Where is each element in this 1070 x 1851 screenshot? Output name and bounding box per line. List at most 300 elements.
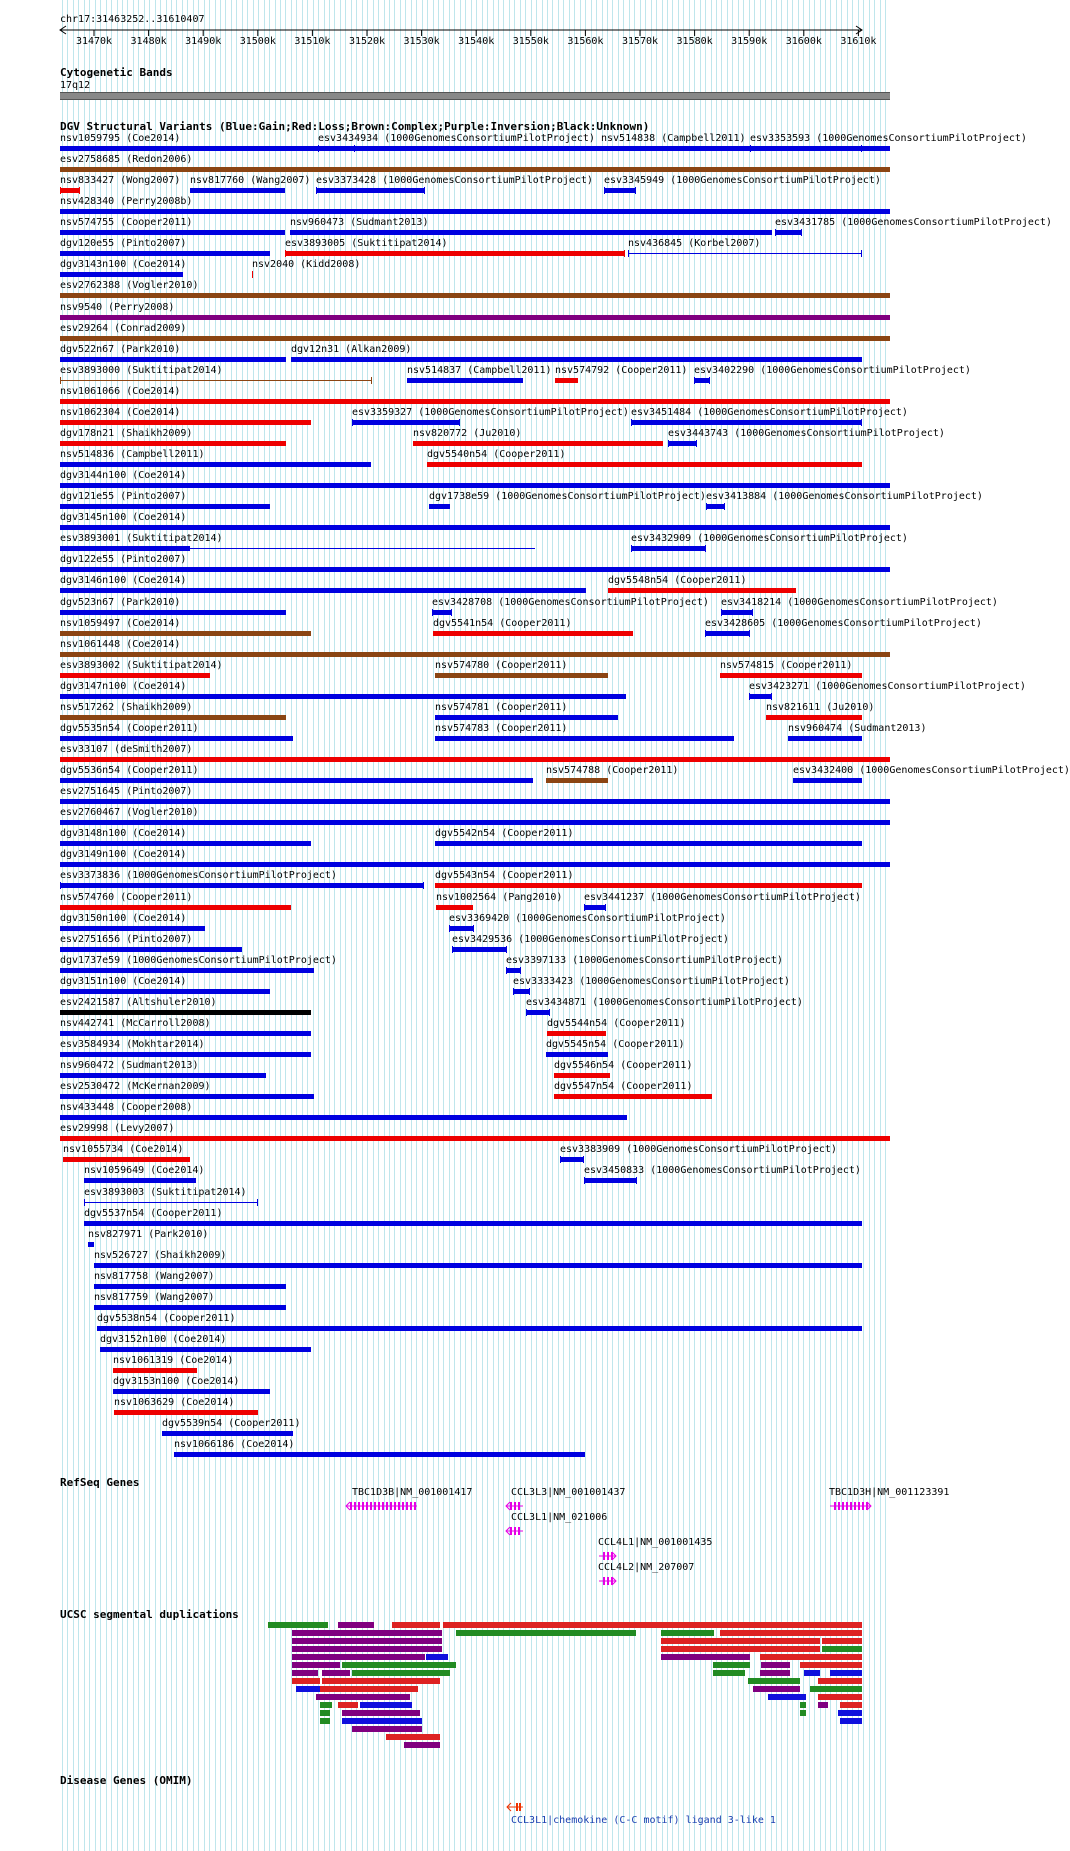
segdup-block[interactable] — [292, 1670, 318, 1676]
sv-feature-label[interactable]: esv3397133 (1000GenomesConsortiumPilotProject) — [506, 955, 783, 966]
sv-feature-label[interactable]: nsv574780 (Cooper2011) — [435, 660, 568, 671]
segdup-block[interactable] — [800, 1662, 862, 1668]
sv-feature-label[interactable]: esv2760467 (Vogler2010) — [60, 807, 199, 818]
sv-feature-label[interactable]: nsv1002564 (Pang2010) — [436, 892, 563, 903]
sv-feature-bar[interactable] — [60, 336, 890, 341]
sv-feature-bar[interactable] — [60, 357, 286, 362]
sv-feature-bar[interactable] — [668, 441, 697, 446]
sv-feature-line[interactable] — [628, 253, 862, 254]
segdup-block[interactable] — [292, 1646, 442, 1652]
sv-feature-label[interactable]: dgv120e55 (Pinto2007) — [60, 238, 187, 249]
sv-feature-label[interactable]: esv33107 (deSmith2007) — [60, 744, 193, 755]
sv-feature-bar[interactable] — [435, 715, 618, 720]
segdup-block[interactable] — [342, 1662, 456, 1668]
sv-feature-bar[interactable] — [749, 694, 772, 699]
sv-feature-bar[interactable] — [449, 926, 474, 931]
sv-feature-label[interactable]: esv3402290 (1000GenomesConsortiumPilotProject) — [694, 365, 971, 376]
sv-feature-label[interactable]: nsv827971 (Park2010) — [88, 1229, 209, 1240]
segdup-block[interactable] — [800, 1702, 806, 1708]
sv-feature-label[interactable]: nsv960472 (Sudmant2013) — [60, 1060, 199, 1071]
sv-feature-label[interactable]: esv3432909 (1000GenomesConsortiumPilotProject) — [631, 533, 908, 544]
sv-feature-bar[interactable] — [60, 1031, 311, 1036]
sv-feature-bar[interactable] — [60, 1010, 311, 1015]
sv-feature-bar[interactable] — [429, 504, 450, 509]
segdup-block[interactable] — [352, 1670, 450, 1676]
sv-feature-bar[interactable] — [513, 989, 530, 994]
sv-feature-bar[interactable] — [427, 462, 862, 467]
sv-feature-bar[interactable] — [60, 652, 890, 657]
sv-feature-label[interactable]: esv3434934 (1000GenomesConsortiumPilotProject) — [318, 133, 595, 144]
segdup-block[interactable] — [661, 1638, 820, 1644]
sv-feature-label[interactable]: esv3443743 (1000GenomesConsortiumPilotProject) — [668, 428, 945, 439]
segdup-block[interactable] — [661, 1654, 750, 1660]
segdup-block[interactable] — [320, 1702, 332, 1708]
sv-feature-label[interactable]: nsv2040 (Kidd2008) — [252, 259, 361, 270]
sv-feature-bar[interactable] — [435, 841, 862, 846]
sv-feature-bar[interactable] — [452, 947, 507, 952]
sv-feature-label[interactable]: esv3434871 (1000GenomesConsortiumPilotProject) — [526, 997, 803, 1008]
sv-feature-bar[interactable] — [721, 610, 753, 615]
sv-feature-label[interactable]: nsv1062304 (Coe2014) — [60, 407, 181, 418]
segdup-block[interactable] — [338, 1702, 358, 1708]
segdup-block[interactable] — [760, 1654, 862, 1660]
sv-feature-label[interactable]: esv2758685 (Redon2006) — [60, 154, 193, 165]
sv-feature-label[interactable]: esv3428708 (1000GenomesConsortiumPilotProject) — [432, 597, 709, 608]
sv-feature-label[interactable]: nsv1063629 (Coe2014) — [114, 1397, 235, 1408]
sv-feature-label[interactable]: nsv574788 (Cooper2011) — [546, 765, 679, 776]
segdup-block[interactable] — [342, 1718, 422, 1724]
sv-feature-label[interactable]: nsv517262 (Shaikh2009) — [60, 702, 193, 713]
sv-feature-label[interactable]: esv2751656 (Pinto2007) — [60, 934, 193, 945]
sv-feature-label[interactable]: esv3428605 (1000GenomesConsortiumPilotProject) — [705, 618, 982, 629]
sv-feature-bar[interactable] — [60, 230, 285, 235]
segdup-block[interactable] — [292, 1654, 425, 1660]
sv-feature-bar[interactable] — [506, 968, 521, 973]
refseq-gene-glyph-icon[interactable] — [505, 1501, 525, 1511]
segdup-block[interactable] — [840, 1702, 862, 1708]
sv-feature-label[interactable]: dgv3152n100 (Coe2014) — [100, 1334, 227, 1345]
sv-feature-bar[interactable] — [554, 1073, 610, 1078]
segdup-block[interactable] — [342, 1710, 420, 1716]
sv-feature-label[interactable]: dgv3150n100 (Coe2014) — [60, 913, 187, 924]
sv-feature-bar[interactable] — [694, 378, 710, 383]
sv-feature-label[interactable]: esv3893001 (Suktitipat2014) — [60, 533, 223, 544]
sv-feature-label[interactable]: dgv178n21 (Shaikh2009) — [60, 428, 193, 439]
sv-feature-bar[interactable] — [60, 588, 586, 593]
segdup-block[interactable] — [386, 1734, 440, 1740]
sv-feature-label[interactable]: dgv5543n54 (Cooper2011) — [435, 870, 574, 881]
sv-feature-bar[interactable] — [60, 420, 311, 425]
sv-feature-bar[interactable] — [750, 146, 862, 151]
sv-feature-bar[interactable] — [788, 736, 862, 741]
sv-feature-bar[interactable] — [60, 883, 424, 888]
segdup-block[interactable] — [322, 1670, 350, 1676]
sv-feature-bar[interactable] — [318, 146, 355, 151]
sv-feature-label[interactable]: dgv1737e59 (1000GenomesConsortiumPilotProject) — [60, 955, 337, 966]
sv-feature-bar[interactable] — [285, 251, 625, 256]
sv-feature-label[interactable]: esv3893000 (Suktitipat2014) — [60, 365, 223, 376]
sv-feature-label[interactable]: dgv121e55 (Pinto2007) — [60, 491, 187, 502]
sv-feature-label[interactable]: nsv1055734 (Coe2014) — [63, 1144, 184, 1155]
sv-feature-bar[interactable] — [435, 736, 734, 741]
sv-feature-bar[interactable] — [60, 567, 890, 572]
sv-feature-bar[interactable] — [174, 1452, 585, 1457]
sv-feature-label[interactable]: dgv3153n100 (Coe2014) — [113, 1376, 240, 1387]
segdup-block[interactable] — [443, 1622, 862, 1628]
sv-feature-label[interactable]: esv3413884 (1000GenomesConsortiumPilotProject) — [706, 491, 983, 502]
segdup-block[interactable] — [322, 1678, 440, 1684]
sv-feature-label[interactable]: nsv960474 (Sudmant2013) — [788, 723, 927, 734]
sv-feature-label[interactable]: nsv1066186 (Coe2014) — [174, 1439, 295, 1450]
refseq-gene-glyph-icon[interactable] — [505, 1526, 525, 1536]
segdup-block[interactable] — [404, 1742, 440, 1748]
sv-feature-bar[interactable] — [60, 209, 890, 214]
segdup-block[interactable] — [804, 1670, 820, 1676]
sv-feature-bar[interactable] — [555, 378, 578, 383]
sv-feature-label[interactable]: nsv9540 (Perry2008) — [60, 302, 175, 313]
sv-feature-line[interactable] — [190, 548, 535, 549]
sv-feature-bar[interactable] — [60, 315, 890, 320]
sv-feature-label[interactable]: esv29264 (Conrad2009) — [60, 323, 187, 334]
sv-feature-bar[interactable] — [60, 799, 890, 804]
omim-gene-glyph-icon[interactable] — [505, 1802, 525, 1812]
sv-feature-bar[interactable] — [432, 610, 452, 615]
segdup-block[interactable] — [661, 1630, 714, 1636]
segdup-block[interactable] — [392, 1622, 440, 1628]
sv-feature-bar[interactable] — [608, 588, 796, 593]
sv-feature-label[interactable]: dgv5544n54 (Cooper2011) — [547, 1018, 686, 1029]
segdup-block[interactable] — [761, 1662, 790, 1668]
sv-feature-label[interactable]: esv3450833 (1000GenomesConsortiumPilotProject) — [584, 1165, 861, 1176]
sv-feature-bar[interactable] — [60, 483, 890, 488]
sv-feature-label[interactable]: esv3451484 (1000GenomesConsortiumPilotProject) — [631, 407, 908, 418]
sv-feature-label[interactable]: esv2421587 (Altshuler2010) — [60, 997, 217, 1008]
sv-feature-label[interactable]: nsv574783 (Cooper2011) — [435, 723, 568, 734]
sv-feature-label[interactable]: esv3441237 (1000GenomesConsortiumPilotProject) — [584, 892, 861, 903]
sv-feature-label[interactable]: nsv817758 (Wang2007) — [94, 1271, 215, 1282]
segdup-block[interactable] — [360, 1702, 412, 1708]
sv-feature-label[interactable]: esv3429536 (1000GenomesConsortiumPilotProject) — [452, 934, 729, 945]
sv-feature-label[interactable]: nsv428340 (Perry2008b) — [60, 196, 193, 207]
sv-feature-bar[interactable] — [631, 546, 706, 551]
sv-feature-label[interactable]: esv3893002 (Suktitipat2014) — [60, 660, 223, 671]
sv-feature-bar[interactable] — [584, 905, 606, 910]
sv-feature-label[interactable]: dgv5548n54 (Cooper2011) — [608, 575, 747, 586]
sv-feature-label[interactable]: nsv436845 (Korbel2007) — [628, 238, 761, 249]
segdup-block[interactable] — [713, 1670, 745, 1676]
sv-feature-bar[interactable] — [604, 188, 636, 193]
sv-feature-label[interactable]: dgv5540n54 (Cooper2011) — [427, 449, 566, 460]
sv-feature-label[interactable]: nsv574792 (Cooper2011) — [555, 365, 688, 376]
refseq-gene-label[interactable]: TBC1D3B|NM_001001417 — [352, 1487, 473, 1498]
sv-feature-label[interactable]: nsv821611 (Ju2010) — [766, 702, 875, 713]
sv-feature-label[interactable]: esv2751645 (Pinto2007) — [60, 786, 193, 797]
sv-feature-bar[interactable] — [554, 1094, 712, 1099]
sv-feature-label[interactable]: nsv514836 (Campbell2011) — [60, 449, 205, 460]
segdup-block[interactable] — [818, 1694, 862, 1700]
sv-feature-bar[interactable] — [60, 399, 890, 404]
sv-feature-bar[interactable] — [60, 778, 533, 783]
segdup-block[interactable] — [661, 1646, 820, 1652]
sv-feature-bar[interactable] — [60, 525, 890, 530]
sv-feature-bar[interactable] — [60, 441, 286, 446]
sv-feature-label[interactable]: esv3373836 (1000GenomesConsortiumPilotProject) — [60, 870, 337, 881]
segdup-block[interactable] — [720, 1630, 862, 1636]
sv-feature-label[interactable]: dgv5537n54 (Cooper2011) — [84, 1208, 223, 1219]
sv-feature-bar[interactable] — [60, 1136, 890, 1141]
sv-feature-bar[interactable] — [60, 504, 270, 509]
sv-feature-bar[interactable] — [584, 1178, 637, 1183]
cytoband-bar[interactable] — [60, 92, 890, 100]
sv-feature-label[interactable]: dgv5538n54 (Cooper2011) — [97, 1313, 236, 1324]
sv-feature-bar[interactable] — [352, 420, 460, 425]
sv-feature-label[interactable]: dgv3145n100 (Coe2014) — [60, 512, 187, 523]
sv-feature-label[interactable]: esv3353593 (1000GenomesConsortiumPilotProject) — [750, 133, 1027, 144]
sv-feature-bar[interactable] — [60, 673, 210, 678]
segdup-block[interactable] — [822, 1638, 862, 1644]
sv-feature-bar[interactable] — [601, 146, 612, 151]
sv-feature-label[interactable]: dgv122e55 (Pinto2007) — [60, 554, 187, 565]
sv-feature-line[interactable] — [84, 1202, 258, 1203]
sv-feature-label[interactable]: dgv3146n100 (Coe2014) — [60, 575, 187, 586]
sv-feature-bar[interactable] — [60, 1052, 311, 1057]
sv-feature-bar[interactable] — [60, 947, 242, 952]
sv-feature-label[interactable]: nsv1059795 (Coe2014) — [60, 133, 181, 144]
sv-feature-label[interactable]: esv3333423 (1000GenomesConsortiumPilotProject) — [513, 976, 790, 987]
segdup-block[interactable] — [292, 1630, 442, 1636]
sv-feature-label[interactable]: esv3893005 (Suktitipat2014) — [285, 238, 448, 249]
sv-feature-bar[interactable] — [720, 673, 862, 678]
sv-feature-bar[interactable] — [316, 188, 425, 193]
sv-feature-bar[interactable] — [60, 968, 314, 973]
sv-feature-label[interactable]: nsv833427 (Wong2007) — [60, 175, 181, 186]
segdup-block[interactable] — [320, 1718, 330, 1724]
sv-feature-label[interactable]: nsv1061448 (Coe2014) — [60, 639, 181, 650]
omim-gene-label[interactable]: CCL3L1|chemokine (C-C motif) ligand 3-like 1 — [511, 1815, 776, 1826]
sv-feature-bar[interactable] — [60, 694, 626, 699]
sv-feature-bar[interactable] — [793, 778, 862, 783]
sv-feature-label[interactable]: nsv820772 (Ju2010) — [413, 428, 522, 439]
sv-feature-bar[interactable] — [60, 862, 890, 867]
sv-feature-label[interactable]: esv3373428 (1000GenomesConsortiumPilotProject) — [316, 175, 593, 186]
sv-feature-bar[interactable] — [546, 1052, 608, 1057]
sv-feature-bar[interactable] — [775, 230, 802, 235]
sv-feature-bar[interactable] — [60, 926, 205, 931]
sv-feature-label[interactable]: dgv5545n54 (Cooper2011) — [546, 1039, 685, 1050]
sv-feature-label[interactable]: dgv3151n100 (Coe2014) — [60, 976, 187, 987]
sv-feature-label[interactable]: esv3383909 (1000GenomesConsortiumPilotProject) — [560, 1144, 837, 1155]
sv-feature-bar[interactable] — [433, 631, 633, 636]
segdup-block[interactable] — [753, 1686, 800, 1692]
sv-feature-bar[interactable] — [94, 1305, 286, 1310]
sv-feature-label[interactable]: nsv574815 (Cooper2011) — [720, 660, 853, 671]
segdup-block[interactable] — [426, 1654, 448, 1660]
refseq-gene-glyph-icon[interactable] — [345, 1501, 419, 1511]
sv-feature-label[interactable]: esv3369420 (1000GenomesConsortiumPilotProject) — [449, 913, 726, 924]
sv-feature-bar[interactable] — [436, 905, 473, 910]
sv-feature-label[interactable]: esv2530472 (McKernan2009) — [60, 1081, 211, 1092]
segdup-block[interactable] — [840, 1718, 862, 1724]
sv-feature-bar[interactable] — [705, 631, 750, 636]
sv-feature-label[interactable]: nsv1059497 (Coe2014) — [60, 618, 181, 629]
sv-feature-bar[interactable] — [546, 778, 608, 783]
sv-feature-bar[interactable] — [94, 1284, 286, 1289]
sv-feature-bar[interactable] — [60, 1094, 314, 1099]
sv-feature-label[interactable]: dgv3148n100 (Coe2014) — [60, 828, 187, 839]
sv-feature-label[interactable]: esv3893003 (Suktitipat2014) — [84, 1187, 247, 1198]
sv-feature-label[interactable]: dgv5536n54 (Cooper2011) — [60, 765, 199, 776]
sv-feature-label[interactable]: nsv817759 (Wang2007) — [94, 1292, 215, 1303]
sv-feature-bar[interactable] — [60, 736, 293, 741]
sv-feature-label[interactable]: dgv5546n54 (Cooper2011) — [554, 1060, 693, 1071]
sv-feature-bar[interactable] — [60, 272, 183, 277]
sv-feature-bar[interactable] — [435, 883, 862, 888]
sv-feature-label[interactable]: nsv514838 (Campbell2011) — [601, 133, 746, 144]
sv-feature-label[interactable]: dgv3144n100 (Coe2014) — [60, 470, 187, 481]
sv-feature-label[interactable]: esv29998 (Levy2007) — [60, 1123, 175, 1134]
sv-feature-label[interactable]: dgv5535n54 (Cooper2011) — [60, 723, 199, 734]
segdup-block[interactable] — [292, 1638, 442, 1644]
sv-feature-label[interactable]: nsv1061319 (Coe2014) — [113, 1355, 234, 1366]
sv-feature-bar[interactable] — [60, 715, 286, 720]
segdup-block[interactable] — [713, 1662, 750, 1668]
segdup-block[interactable] — [830, 1670, 862, 1676]
sv-feature-bar[interactable] — [413, 441, 663, 446]
sv-feature-label[interactable]: dgv1738e59 (1000GenomesConsortiumPilotProject) — [429, 491, 706, 502]
segdup-block[interactable] — [316, 1694, 410, 1700]
sv-feature-label[interactable]: esv3423271 (1000GenomesConsortiumPilotProject) — [749, 681, 1026, 692]
refseq-gene-label[interactable]: CCL3L1|NM_021006 — [511, 1512, 608, 1523]
sv-feature-bar[interactable] — [97, 1326, 862, 1331]
sv-feature-bar[interactable] — [113, 1389, 270, 1394]
sv-feature-label[interactable]: dgv12n31 (Alkan2009) — [291, 344, 412, 355]
sv-feature-label[interactable]: nsv574760 (Cooper2011) — [60, 892, 193, 903]
sv-feature-bar[interactable] — [60, 631, 311, 636]
segdup-block[interactable] — [810, 1686, 862, 1692]
segdup-block[interactable] — [838, 1710, 862, 1716]
sv-feature-label[interactable]: dgv5542n54 (Cooper2011) — [435, 828, 574, 839]
segdup-block[interactable] — [320, 1710, 330, 1716]
sv-feature-bar[interactable] — [547, 1031, 606, 1036]
sv-feature-label[interactable]: dgv3149n100 (Coe2014) — [60, 849, 187, 860]
sv-feature-label[interactable]: esv3345949 (1000GenomesConsortiumPilotProject) — [604, 175, 881, 186]
sv-feature-bar[interactable] — [706, 504, 725, 509]
sv-feature-label[interactable]: nsv526727 (Shaikh2009) — [94, 1250, 227, 1261]
refseq-gene-glyph-icon[interactable] — [598, 1551, 618, 1561]
sv-feature-bar[interactable] — [60, 989, 270, 994]
refseq-gene-glyph-icon[interactable] — [598, 1576, 618, 1586]
sv-feature-label[interactable]: esv3431785 (1000GenomesConsortiumPilotProject) — [775, 217, 1052, 228]
sv-feature-label[interactable]: nsv442741 (McCarroll2008) — [60, 1018, 211, 1029]
sv-feature-label[interactable]: nsv817760 (Wang2007) — [190, 175, 311, 186]
sv-feature-bar[interactable] — [526, 1010, 550, 1015]
sv-feature-bar[interactable] — [60, 546, 190, 551]
sv-feature-bar[interactable] — [60, 1073, 266, 1078]
sv-feature-bar[interactable] — [162, 1431, 293, 1436]
sv-feature-bar[interactable] — [60, 188, 80, 193]
segdup-block[interactable] — [296, 1686, 320, 1692]
sv-feature-bar[interactable] — [435, 673, 608, 678]
sv-feature-bar[interactable] — [114, 1410, 258, 1415]
sv-feature-label[interactable]: esv3418214 (1000GenomesConsortiumPilotProject) — [721, 597, 998, 608]
sv-feature-label[interactable]: dgv5539n54 (Cooper2011) — [162, 1418, 301, 1429]
segdup-block[interactable] — [768, 1694, 806, 1700]
sv-feature-bar[interactable] — [60, 462, 371, 467]
refseq-gene-label[interactable]: TBC1D3H|NM_001123391 — [829, 1487, 950, 1498]
sv-feature-label[interactable]: nsv574781 (Cooper2011) — [435, 702, 568, 713]
segdup-block[interactable] — [268, 1622, 328, 1628]
segdup-block[interactable] — [320, 1686, 418, 1692]
refseq-gene-label[interactable]: CCL3L3|NM_001001437 — [511, 1487, 626, 1498]
sv-feature-bar[interactable] — [60, 251, 270, 256]
refseq-gene-label[interactable]: CCL4L1|NM_001001435 — [598, 1537, 713, 1548]
segdup-block[interactable] — [800, 1710, 806, 1716]
segdup-block[interactable] — [456, 1630, 636, 1636]
sv-feature-label[interactable]: nsv574755 (Cooper2011) — [60, 217, 193, 228]
sv-feature-label[interactable]: esv3359327 (1000GenomesConsortiumPilotProject) — [352, 407, 629, 418]
sv-feature-label[interactable]: esv3432400 (1000GenomesConsortiumPilotProject) — [793, 765, 1070, 776]
segdup-block[interactable] — [292, 1662, 340, 1668]
sv-feature-bar[interactable] — [84, 1221, 862, 1226]
sv-feature-label[interactable]: dgv3143n100 (Coe2014) — [60, 259, 187, 270]
sv-feature-label[interactable]: nsv433448 (Cooper2008) — [60, 1102, 193, 1113]
segdup-block[interactable] — [818, 1678, 862, 1684]
sv-feature-bar[interactable] — [60, 293, 890, 298]
sv-feature-bar[interactable] — [291, 357, 862, 362]
sv-feature-bar[interactable] — [60, 610, 286, 615]
sv-feature-bar[interactable] — [63, 1157, 190, 1162]
segdup-block[interactable] — [748, 1678, 800, 1684]
sv-feature-bar[interactable] — [88, 1242, 94, 1247]
sv-feature-bar[interactable] — [60, 167, 890, 172]
sv-feature-bar[interactable] — [113, 1368, 197, 1373]
sv-feature-bar[interactable] — [560, 1157, 584, 1162]
refseq-gene-label[interactable]: CCL4L2|NM_207007 — [598, 1562, 695, 1573]
sv-feature-label[interactable]: nsv514837 (Campbell2011) — [407, 365, 552, 376]
sv-feature-label[interactable]: dgv5547n54 (Cooper2011) — [554, 1081, 693, 1092]
sv-feature-bar[interactable] — [94, 1263, 862, 1268]
sv-feature-bar[interactable] — [290, 230, 772, 235]
sv-feature-bar[interactable] — [60, 757, 890, 762]
segdup-block[interactable] — [338, 1622, 374, 1628]
segdup-block[interactable] — [760, 1670, 790, 1676]
sv-feature-bar[interactable] — [631, 420, 862, 425]
sv-feature-label[interactable]: dgv523n67 (Park2010) — [60, 597, 181, 608]
segdup-block[interactable] — [292, 1678, 320, 1684]
sv-feature-bar[interactable] — [60, 841, 311, 846]
refseq-gene-glyph-icon[interactable] — [829, 1501, 873, 1511]
sv-feature-label[interactable]: esv3584934 (Mokhtar2014) — [60, 1039, 205, 1050]
sv-feature-label[interactable]: nsv1061066 (Coe2014) — [60, 386, 181, 397]
sv-feature-label[interactable]: nsv960473 (Sudmant2013) — [290, 217, 429, 228]
sv-feature-label[interactable]: dgv3147n100 (Coe2014) — [60, 681, 187, 692]
sv-feature-bar[interactable] — [60, 1115, 627, 1120]
segdup-block[interactable] — [822, 1646, 862, 1652]
sv-feature-label[interactable]: nsv1059649 (Coe2014) — [84, 1165, 205, 1176]
sv-feature-bar[interactable] — [60, 905, 291, 910]
sv-feature-label[interactable]: esv2762388 (Vogler2010) — [60, 280, 199, 291]
segdup-block[interactable] — [818, 1702, 828, 1708]
sv-feature-bar[interactable] — [407, 378, 523, 383]
sv-feature-bar[interactable] — [60, 820, 890, 825]
sv-feature-label[interactable]: dgv522n67 (Park2010) — [60, 344, 181, 355]
sv-feature-bar[interactable] — [84, 1178, 196, 1183]
segdup-block[interactable] — [352, 1726, 422, 1732]
sv-feature-line[interactable] — [60, 380, 372, 381]
sv-feature-bar[interactable] — [190, 188, 285, 193]
sv-feature-label[interactable]: dgv5541n54 (Cooper2011) — [433, 618, 572, 629]
sv-feature-bar[interactable] — [100, 1347, 311, 1352]
